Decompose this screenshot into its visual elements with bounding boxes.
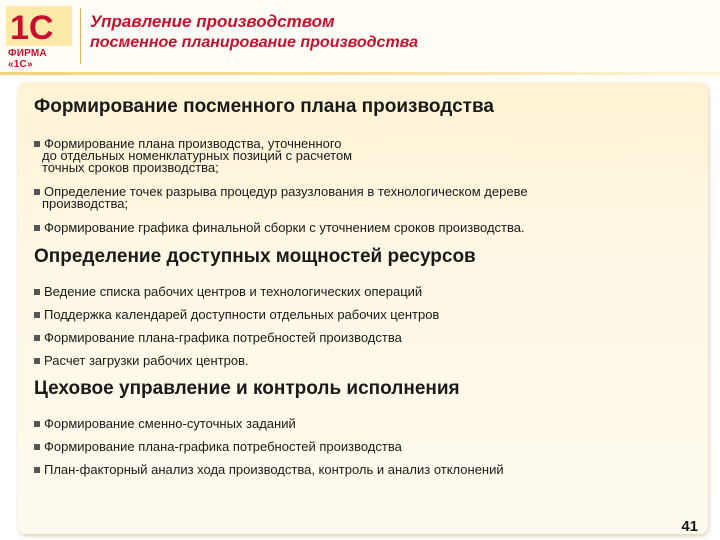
logo-1c-mark <box>6 6 72 46</box>
list-item: Формирование плана производства, уточненного до отдельных номенклатурных позиций с расчетом точных сроков производства; <box>34 138 352 174</box>
bullet-icon <box>34 467 40 473</box>
list-item: План-факторный анализ хода производства, контроль и анализ отклонений <box>34 464 504 476</box>
svg-text:1C: 1C <box>10 9 54 46</box>
bullet-icon <box>34 312 40 318</box>
list-item: Формирование плана-графика потребностей производства <box>34 332 402 344</box>
bullet-icon <box>34 225 40 231</box>
logo-firm-text: ФИРМА «1С» <box>8 48 47 70</box>
list-item: Ведение списка рабочих центров и технологических операций <box>34 286 422 298</box>
bullet-icon <box>34 189 40 195</box>
list-item: Формирование графика финальной сборки с уточнением сроков производства. <box>34 222 525 234</box>
bullet-icon <box>34 358 40 364</box>
bullet-icon <box>34 335 40 341</box>
bullet-icon <box>34 444 40 450</box>
section-title: Определение доступных мощностей ресурсов <box>34 246 476 267</box>
list-item: Поддержка календарей доступности отдельных рабочих центров <box>34 309 439 321</box>
header-divider <box>80 8 81 64</box>
header-title: Управление производством <box>90 12 335 31</box>
bullet-icon <box>34 421 40 427</box>
section-title: Цеховое управление и контроль исполнения <box>34 378 460 399</box>
bullet-icon <box>34 289 40 295</box>
header-rule <box>0 72 720 75</box>
section-title: Формирование посменного плана производства <box>34 96 494 117</box>
list-item: Формирование плана-графика потребностей производства <box>34 441 402 453</box>
company-logo <box>6 6 72 70</box>
bullet-icon <box>34 141 40 147</box>
list-item: Формирование сменно-суточных заданий <box>34 418 296 430</box>
page-number: 41 <box>681 518 698 535</box>
slide-header <box>0 0 720 80</box>
list-item: Расчет загрузки рабочих центров. <box>34 355 249 367</box>
header-subtitle: посменное планирование производства <box>90 34 419 51</box>
list-item: Определение точек разрыва процедур разузлования в технологическом дереве производства; <box>34 186 528 210</box>
